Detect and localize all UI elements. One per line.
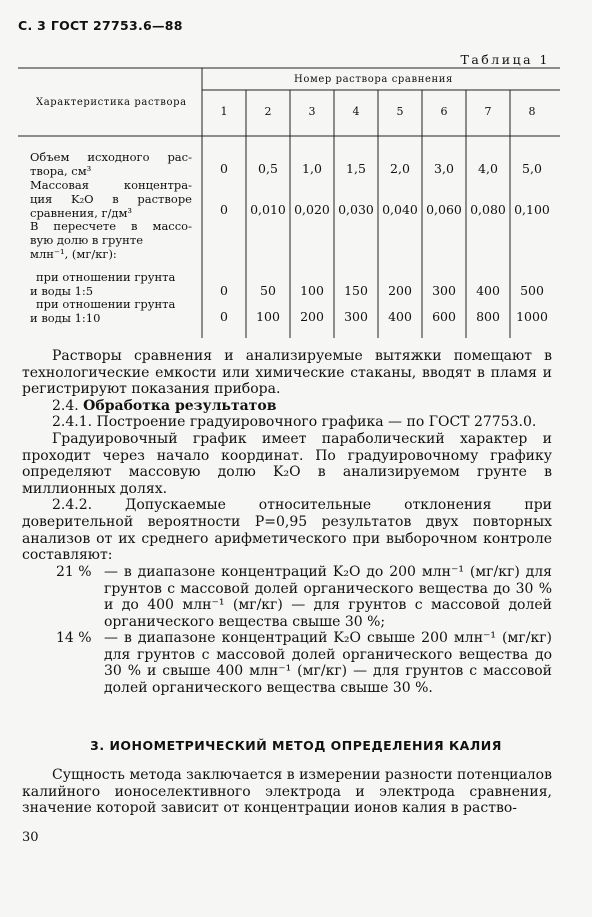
table-cell: 200 (300, 309, 324, 324)
table-cell: 150 (344, 283, 368, 298)
table-cell: 4,0 (478, 161, 498, 176)
table-cell: 300 (344, 309, 368, 324)
tolerance-value: 21 % (56, 564, 92, 580)
table-title: Таблица 1 (460, 52, 550, 67)
table-cell: 3,0 (434, 161, 454, 176)
table-cell: 1,0 (302, 161, 322, 176)
tolerance-value: 14 % (56, 630, 92, 646)
table-cell: 0,100 (514, 202, 550, 217)
paragraph-2-4-1: 2.4.1. Построение градуировочного графика — по ГОСТ 27753.0. (52, 414, 537, 431)
column-header-1: 1 (220, 105, 228, 118)
row-label-line: и воды 1:10 (30, 310, 101, 325)
table-cell: 2,0 (390, 161, 410, 176)
row-label-line: при отношении грунта (36, 270, 176, 284)
column-header-8: 8 (528, 105, 536, 118)
table-cell: 0 (220, 283, 228, 298)
row-label-volume (30, 151, 192, 179)
table-cell: 5,0 (522, 161, 542, 176)
table-cell: 0,060 (426, 202, 462, 217)
table-cell: 0 (220, 161, 228, 176)
row-label-line: сравнения, г/дм³ (30, 205, 133, 220)
body-text-lower (22, 767, 552, 817)
column-header-4: 4 (352, 105, 360, 118)
row-label-line: и воды 1:5 (30, 283, 94, 298)
table-cell: 0 (220, 202, 228, 217)
table-cell: 0,040 (382, 202, 418, 217)
row-label-line: Объем исходного рас- (30, 150, 192, 164)
section-heading-3: 3. ИОНОМЕТРИЧЕСКИЙ МЕТОД ОПРЕДЕЛЕНИЯ КАЛИЯ (90, 738, 502, 753)
body-text-upper (22, 348, 552, 564)
table-cell: 800 (476, 309, 500, 324)
row-label-line: твора, см³ (30, 163, 92, 178)
table-cell: 100 (256, 309, 280, 324)
row-label-concentration (30, 179, 192, 220)
column-header-2: 2 (264, 105, 272, 118)
tolerance-description: — в диапазоне концентраций K₂O до 200 млн⁻¹ (мг/кг) для грунтов с массовой долей органического вещества до 30 % и до 400 млн⁻¹ (мг/кг) — для грунтов с массовой долей органического вещества свыше 30 %; (104, 564, 552, 630)
stub-header: Характеристика раствора (36, 97, 187, 108)
paragraph-2-4-2: 2.4.2. Допускаемые относительные отклонения при доверительной вероятности P=0,95 результатов двух повторных анализов от их среднего арифметического при выборочном контроле составляют: (22, 497, 552, 564)
table-cell: 0 (220, 309, 228, 324)
row-label-line: Массовая концентра- (30, 178, 192, 192)
table-cell: 300 (432, 283, 456, 298)
row-label-line: млн⁻¹, (мг/кг): (30, 246, 117, 261)
column-header-7: 7 (484, 105, 492, 118)
tolerance-description: — в диапазоне концентраций K₂O свыше 200 млн⁻¹ (мг/кг) для грунтов с массовой долей органического вещества до 30 % и свыше 400 млн⁻¹ (мг/кг) — для грунтов с массовой долей органического вещества свыше 30 %. (104, 630, 552, 696)
row-label-line: вую долю в грунте (30, 232, 144, 247)
row-label-ratio-1-10 (30, 297, 192, 326)
page-number: 30 (22, 830, 39, 845)
paragraph-calibration: Градуировочный график имеет параболический характер и проходит через начало координат. По градуировочному графику определяют массовую долю K₂O в анализируемом грунте в миллионных долях. (22, 430, 552, 497)
column-header-3: 3 (308, 105, 316, 118)
row-label-line: ция K₂O в растворе (30, 191, 192, 206)
table-cell: 0,020 (294, 202, 330, 217)
table-cell: 0,010 (250, 202, 286, 217)
row-label-ratio-1-5 (30, 270, 192, 299)
group-header: Номер раствора сравнения (294, 74, 453, 85)
heading-number: 2.4. (52, 397, 79, 414)
heading-title: Обработка результатов (83, 397, 277, 414)
paragraph-solutions: Растворы сравнения и анализируемые вытяжки помещают в технологические емкости или химические стаканы, вводят в пламя и регистрируют показания прибора. (22, 348, 552, 398)
table-cell: 400 (476, 283, 500, 298)
table-cell: 1000 (516, 309, 548, 324)
running-header: С. 3 ГОСТ 27753.6—88 (18, 18, 183, 33)
column-header-5: 5 (396, 105, 404, 118)
row-label-mass-fraction (30, 220, 192, 261)
table-cell: 400 (388, 309, 412, 324)
table-cell: 600 (432, 309, 456, 324)
table-cell: 500 (520, 283, 544, 298)
table-cell: 50 (260, 283, 276, 298)
table-cell: 1,5 (346, 161, 366, 176)
table-cell: 200 (388, 283, 412, 298)
table-cell: 0,080 (470, 202, 506, 217)
section-heading-2-4 (22, 398, 552, 415)
row-label-line: В пересчете в массо- (30, 219, 192, 233)
table-cell: 0,030 (338, 202, 374, 217)
row-label-line: при отношении грунта (36, 297, 176, 311)
table-cell: 100 (300, 283, 324, 298)
table-cell: 0,5 (258, 161, 278, 176)
paragraph-method-essence: Сущность метода заключается в измерении разности потенциалов калийного ионоселективного электрода и электрода сравнения, значение которой зависит от концентрации ионов калия в раство- (22, 767, 552, 817)
column-header-6: 6 (440, 105, 448, 118)
